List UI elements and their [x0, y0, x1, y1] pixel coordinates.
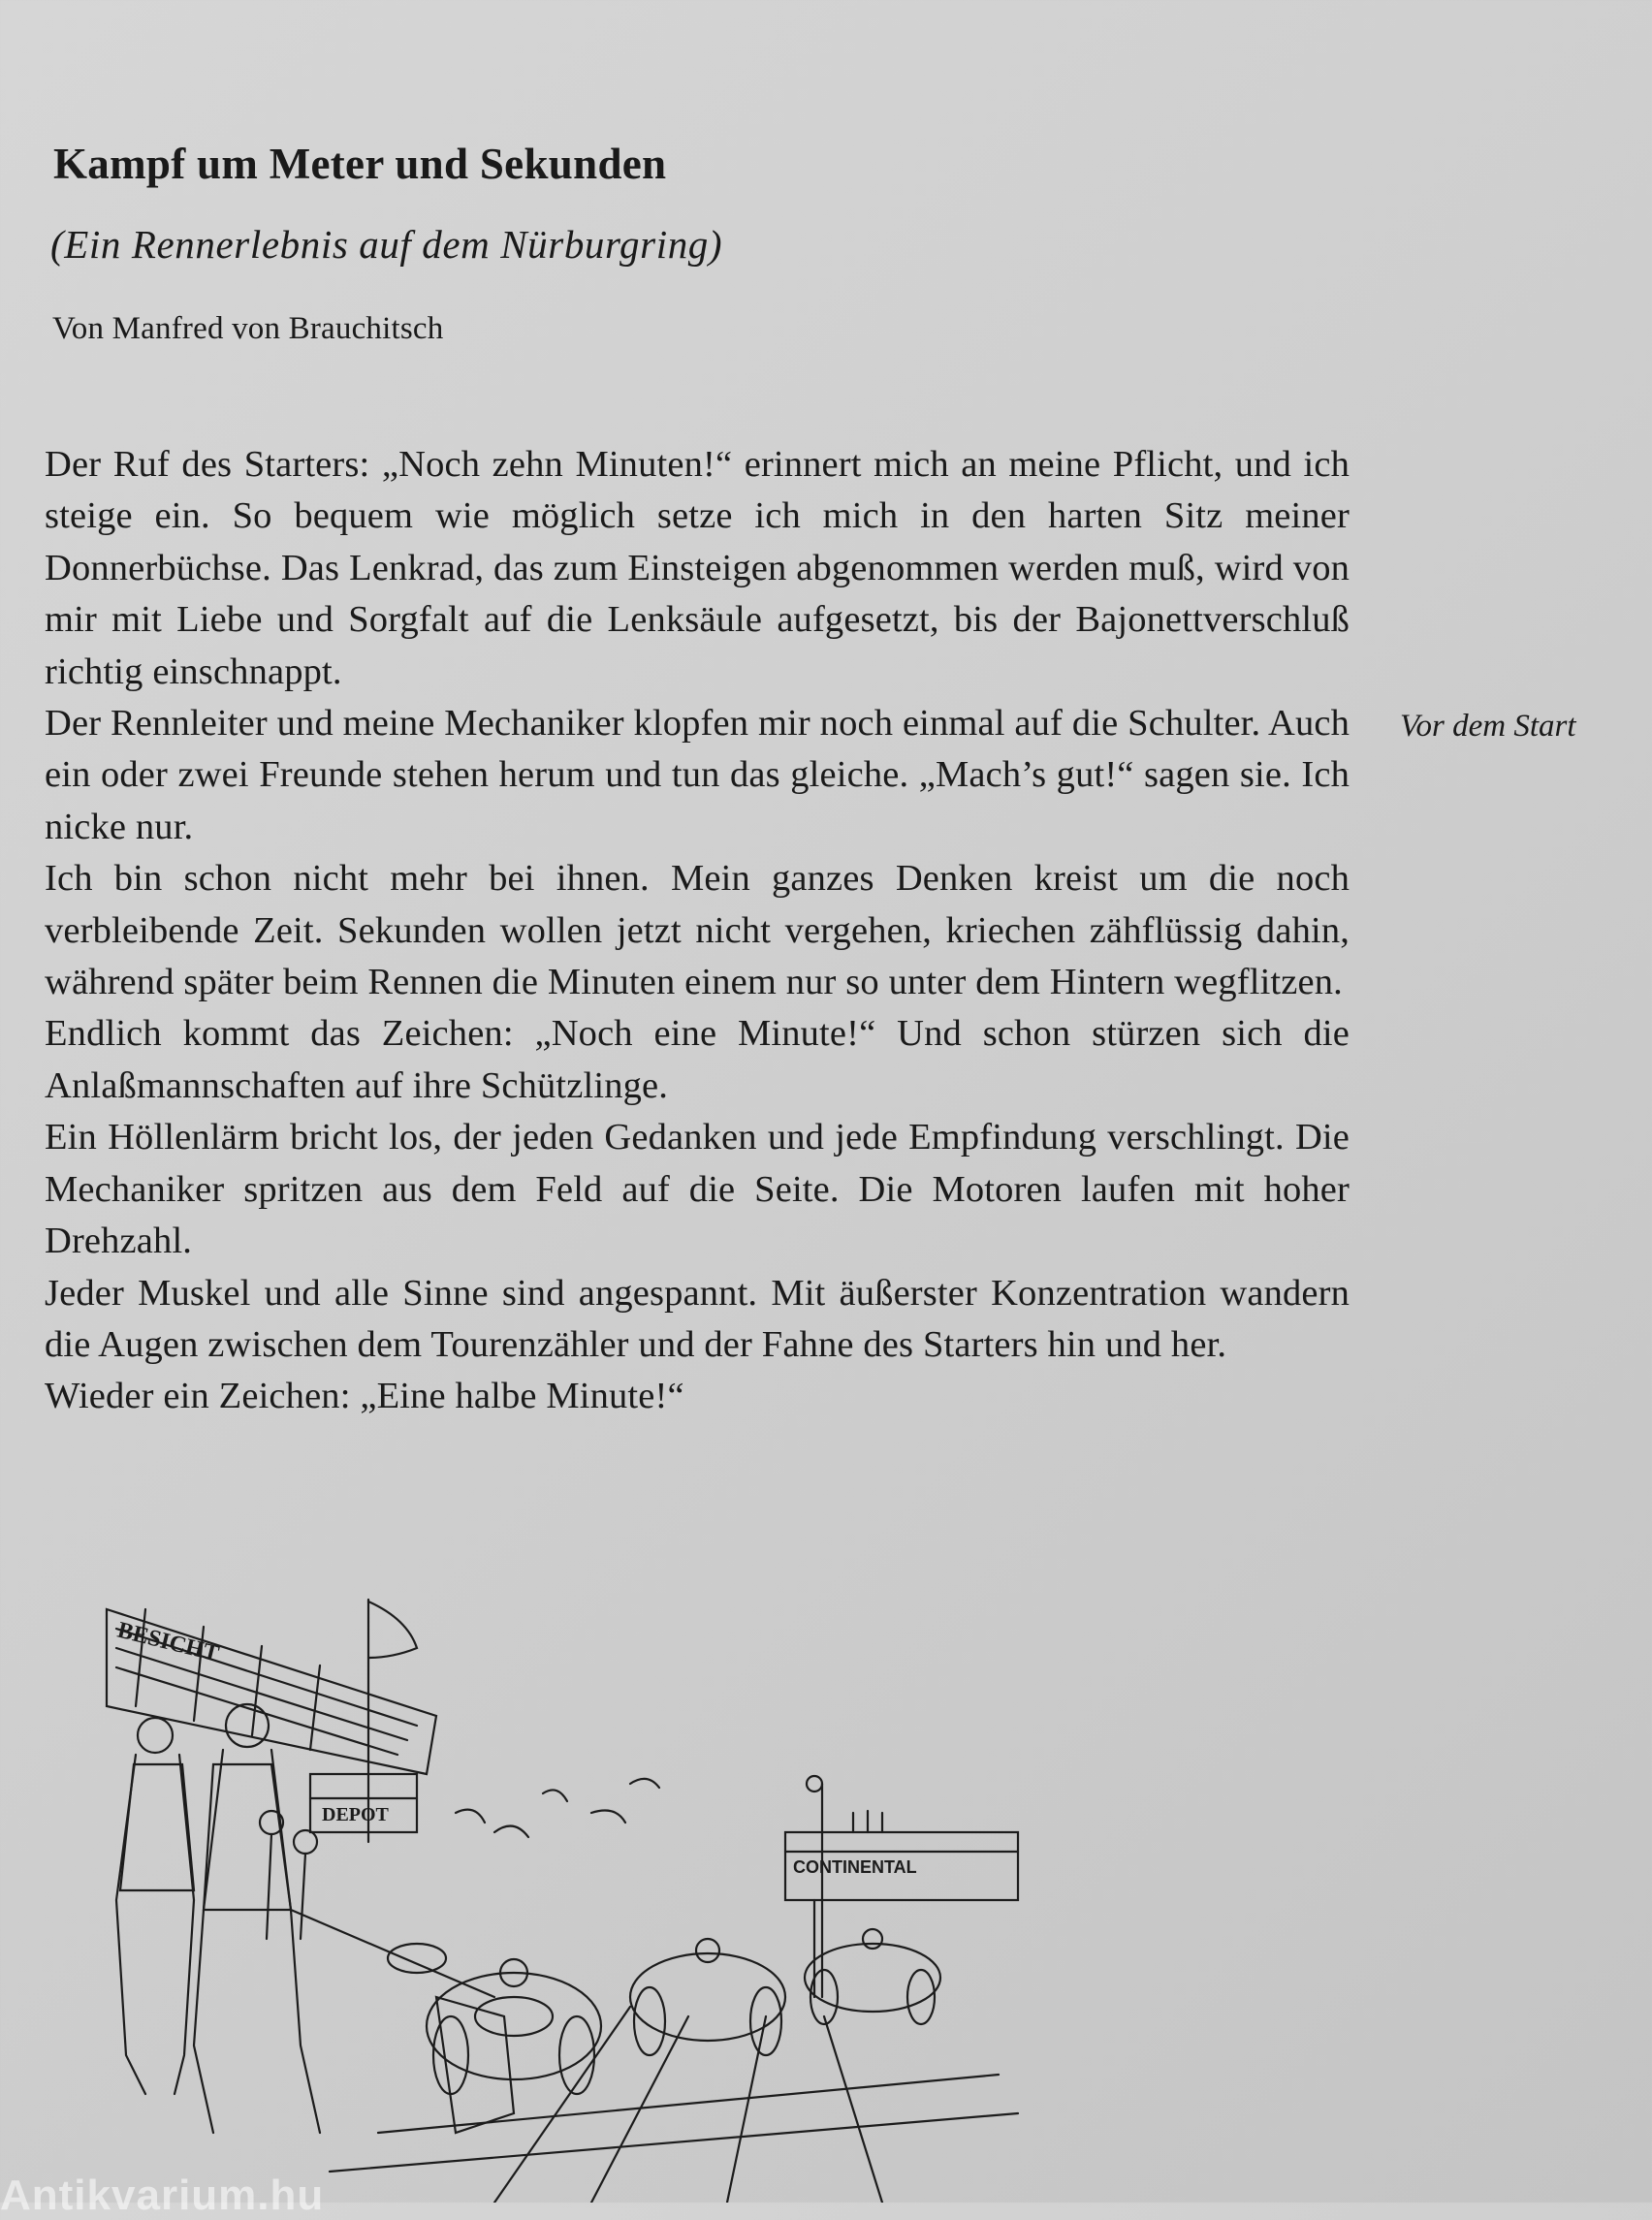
article-subtitle: (Ein Rennerlebnis auf dem Nürburgring)	[50, 222, 723, 267]
margin-note: Vor dem Start	[1400, 709, 1576, 744]
illustration-sign-left: BESICHT	[114, 1617, 222, 1667]
paragraph: Ich bin schon nicht mehr bei ihnen. Mein ganzes Denken kreist um die noch verbleibende Zeit. Sekunden wollen jetzt nicht vergehen, kriechen zähflüssig dahin, während später beim Rennen die Minuten einem nur so unter dem Hintern wegflitzen.	[45, 858, 1350, 1003]
watermark-text: Antikvarium.hu	[0, 2172, 325, 2219]
article-author: Von Manfred von Brauchitsch	[52, 311, 444, 346]
paragraph: Der Ruf des Starters: „Noch zehn Minuten!“ erinnert mich an meine Pflicht, und ich steige ein. So bequem wie möglich setze ich mich in den harten Sitz meiner Donnerbüchse. Das Lenkrad, das zum Einsteigen abgenommen werden muß, wird von mir mit Liebe und Sorgfalt auf die Lenksäule aufgesetzt, bis der Bajonettverschluß richtig einschnappt.	[45, 444, 1350, 692]
illustration-sign-right: CONTINENTAL	[793, 1857, 917, 1877]
race-start-illustration	[87, 1590, 1028, 2203]
article-title: Kampf um Meter und Sekunden	[53, 140, 667, 188]
paragraph: Ein Höllenlärm bricht los, der jeden Gedanken und jede Empfindung verschlingt. Die Mechaniker spritzen aus dem Feld auf die Seite. Die Motoren laufen mit hoher Drehzahl.	[45, 1117, 1350, 1262]
paragraph: Der Rennleiter und meine Mechaniker klopfen mir noch einmal auf die Schulter. Auch ein oder zwei Freunde stehen herum und tun das gleiche. „Mach’s gut!“ sagen sie. Ich nicke nur.	[45, 703, 1350, 847]
paragraph: Wieder ein Zeichen: „Eine halbe Minute!“	[45, 1376, 684, 1417]
illustration-sign-pit: DEPOT	[322, 1804, 389, 1825]
paragraph: Jeder Muskel und alle Sinne sind angespannt. Mit äußerster Konzentration wandern die Augen zwischen dem Tourenzähler und der Fahne des Starters hin und her.	[45, 1272, 1350, 1365]
paragraph: Endlich kommt das Zeichen: „Noch eine Minute!“ Und schon stürzen sich die Anlaßmannschaften auf ihre Schützlinge.	[45, 1013, 1350, 1106]
article-body	[45, 439, 1350, 1423]
